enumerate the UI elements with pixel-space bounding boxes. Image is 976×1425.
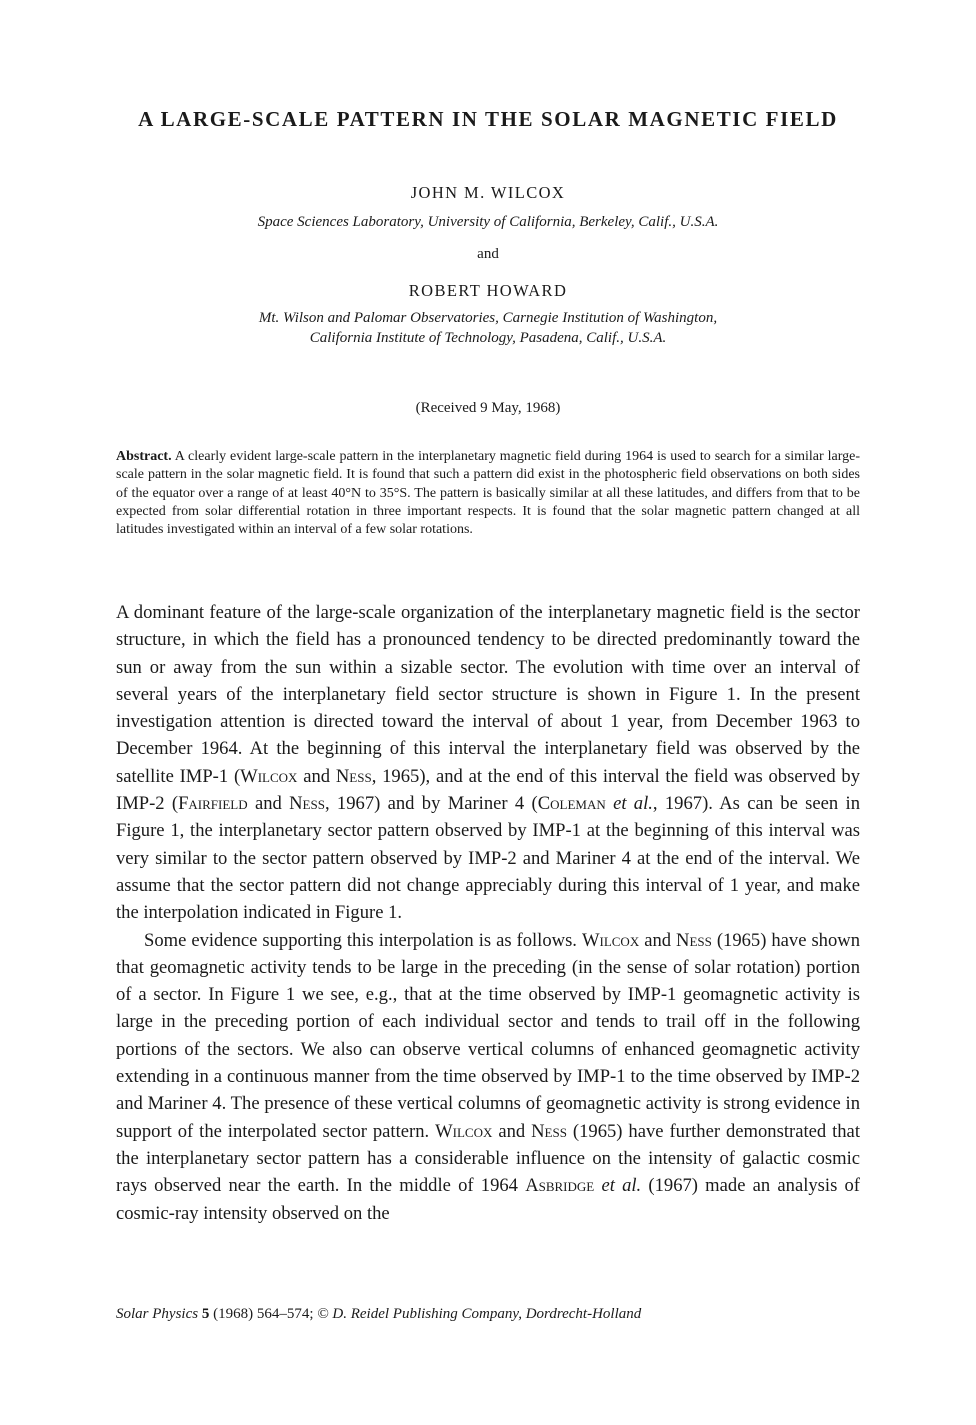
journal-volume: 5 bbox=[201, 1306, 210, 1322]
et-al: et al. bbox=[601, 1175, 642, 1197]
text-run: and bbox=[639, 929, 677, 951]
text-run: A dominant feature of the large-scale organization of the interplanetary magnetic field is the sector structure, in which the field has a pronounced tendency to be directed predominantly toward the sun or away from the sun within a sizable sector. The evolution with time over an interval of several years of the interplanetary field sector structure is shown in Figure 1. In the present investigation attention is directed toward the interval of about 1 year, from December 1963 to December 1964. At the beginning of this interval the interplanetary field was observed by the satellite IMP-1 ( bbox=[116, 602, 860, 787]
citation-author: Ness bbox=[531, 1120, 567, 1142]
copyright: © D. Reidel Publishing Company, Dordrecht-Holland bbox=[317, 1306, 642, 1322]
abstract-label: Abstract. bbox=[116, 449, 172, 464]
citation-author: Fairfield bbox=[178, 793, 248, 815]
footer-citation bbox=[116, 1306, 641, 1323]
et-al: et al. bbox=[613, 793, 653, 815]
text-run bbox=[606, 793, 613, 814]
text-run: and bbox=[297, 765, 336, 787]
author-affiliation-2-line-1: Mt. Wilson and Palomar Observatories, Carnegie Institution of Washington, bbox=[258, 310, 718, 326]
abstract-text: A clearly evident large-scale pattern in the interplanetary magnetic field during 1964 is used to search for a similar large-scale pattern in the solar magnetic field. It is found that such a pattern did exist in the photospheric field observations on both sides of the equator over a range of at least 40°N to 35°S. The pattern is basically similar at all these latitudes, and differs from that to be expected from solar differential rotation in three important respects. It is found that the solar magnetic pattern changed at all latitudes investigated within an interval of a few solar rotations. bbox=[116, 449, 860, 538]
text-run: , 1967) and by Mariner 4 ( bbox=[324, 793, 538, 815]
citation-author: Wilcox bbox=[435, 1120, 493, 1142]
year-pages: (1968) 564–574; bbox=[213, 1306, 314, 1322]
received-date: (Received 9 May, 1968) bbox=[415, 400, 561, 416]
citation-author: Wilcox bbox=[240, 765, 298, 787]
text-run: and bbox=[247, 793, 290, 815]
paragraph-2 bbox=[116, 927, 860, 1227]
citation-author: Ness bbox=[335, 765, 372, 787]
text-run: (1965) have shown that geomagnetic activity tends to be large in the preceding (in the sense of solar rotation) portion of a sector. In Figure 1 we see, e.g., that at the time observed by IMP-1 geomagnetic activity is large in the preceding portion of each individual sector and tends to trail off in the following portions of the sectors. We also can observe vertical columns of enhanced geomagnetic activity extending in a continuous manner from the time observed by IMP-1 to the time observed by IMP-2 and Mariner 4. The presence of these vertical columns of geomagnetic activity is strong evidence in support of the interpolated sector pattern. bbox=[116, 929, 860, 1142]
author-affiliation-2-line-2: California Institute of Technology, Pasadena, Calif., U.S.A. bbox=[309, 330, 667, 346]
citation-author: Wilcox bbox=[581, 929, 640, 951]
text-run: (1965) have further demonstrated that the interplanetary sector pattern has a considerable influence on the intensity of galactic cosmic rays observed near the earth. In the middle of 1964 bbox=[116, 1120, 860, 1197]
author-affiliation-1: Space Sciences Laboratory, University of California, Berkeley, Calif., U.S.A. bbox=[257, 214, 719, 230]
text-run: , 1965), and at the end of this interval the field was observed by IMP-2 ( bbox=[116, 765, 860, 815]
author-name-2: ROBERT HOWARD bbox=[408, 281, 568, 300]
article-title: A LARGE-SCALE PATTERN IN THE SOLAR MAGNETIC FIELD bbox=[138, 107, 838, 131]
text-run: , 1967). As can be seen in Figure 1, the interplanetary sector pattern observed by IMP-1 at the beginning of this interval was very similar to the sector pattern observed by IMP-2 and Mariner 4 at the end of the interval. We assume that the sector pattern did not change appreciably during this interval of 1 year, and make the interpolation indicated in Figure 1. bbox=[116, 793, 860, 924]
citation-author: Ness bbox=[676, 929, 712, 951]
abstract bbox=[116, 448, 860, 539]
body-text bbox=[116, 599, 860, 1227]
citation-author: Coleman bbox=[537, 793, 606, 815]
journal-name: Solar Physics bbox=[116, 1306, 199, 1322]
paragraph-1 bbox=[116, 599, 860, 927]
citation-author: Asbridge bbox=[525, 1175, 595, 1197]
text-run: Some evidence supporting this interpolation is as follows. bbox=[144, 929, 582, 951]
and-connector: and bbox=[477, 246, 499, 262]
citation-author: Ness bbox=[289, 793, 325, 815]
author-name-1: JOHN M. WILCOX bbox=[410, 183, 566, 202]
text-run: and bbox=[492, 1120, 532, 1142]
text-run: (1967) made an analysis of cosmic-ray intensity observed on the bbox=[116, 1175, 861, 1224]
